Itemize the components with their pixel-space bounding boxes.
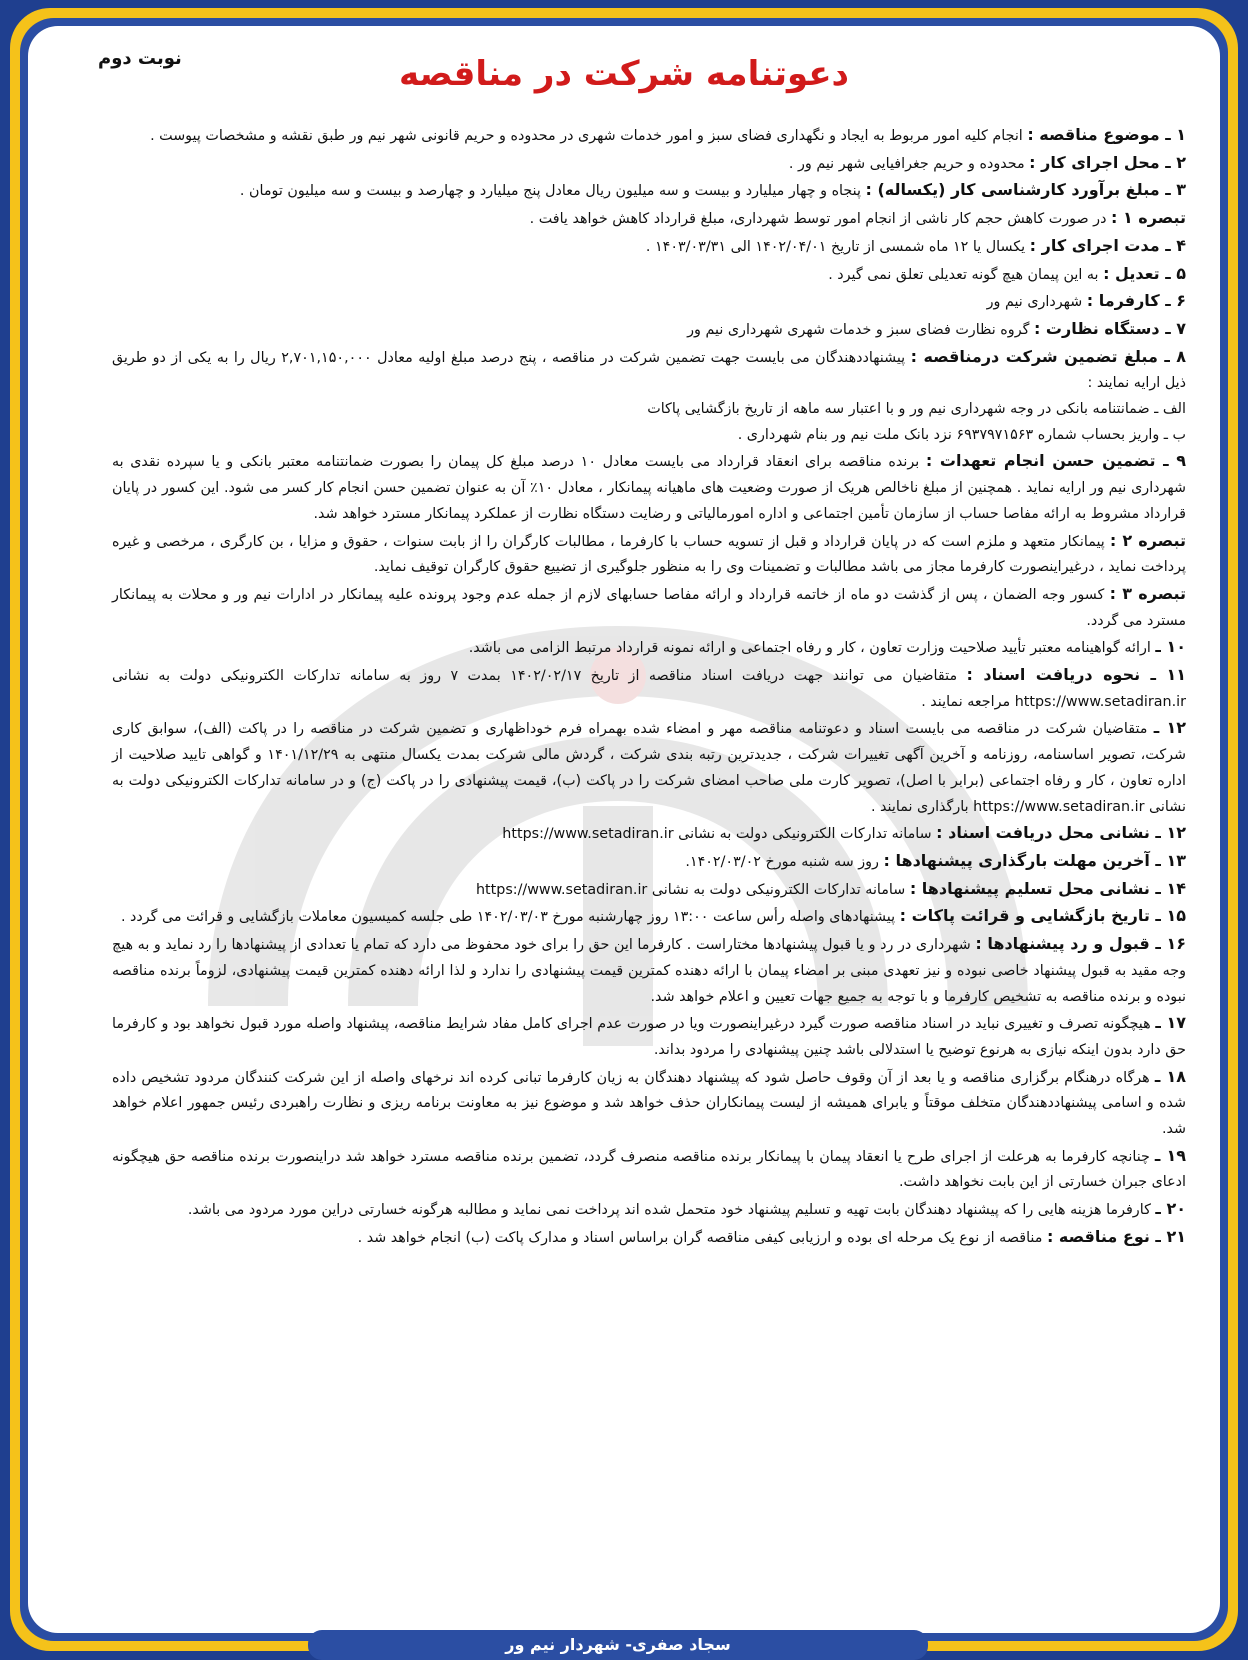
clause-paragraph bbox=[112, 316, 1186, 344]
clause-paragraph bbox=[112, 1064, 1186, 1143]
clause-label: ۱۲ ـ bbox=[1153, 718, 1186, 738]
tender-terms bbox=[112, 122, 1186, 1252]
clause-label: ۱۲ ـ نشانی محل دریافت اسناد : bbox=[936, 823, 1186, 843]
clause-text: محدوده و حریم جغرافیایی شهر نیم ور . bbox=[788, 155, 1030, 172]
clause-text: پیشنهاددهندگان می بایست جهت تضمین شرکت در مناقصه ، پنج درصد مبلغ اولیه معادل ۲,۷۰۱,۱۵۰,۰۰۰ ریال را به یکی از دو طریق ذیل ارایه نمایند : bbox=[112, 349, 1186, 392]
clause-label: ۱۹ ـ bbox=[1154, 1145, 1186, 1165]
clause-label: ۱ ـ موضوع مناقصه : bbox=[1027, 125, 1186, 144]
clause-label: ۹ ـ تضمین حسن انجام تعهدات : bbox=[925, 451, 1187, 471]
clause-text: ب ـ واریز بحساب شماره ۶۹۳۷۹۷۱۵۶۳ نزد بانک ملت نیم ور بنام شهرداری . bbox=[737, 426, 1186, 443]
clause-text: سامانه تدارکات الکترونیکی دولت به نشانی https://www.setadiran.ir bbox=[502, 826, 937, 843]
clause-text: برنده مناقصه برای انعقاد قرارداد می بایست معادل ۱۰ درصد مبلغ کل پیمان را بصورت ضمانتنامه معتبر بانکی و یا سپرده نقدی به شهرداری نیم ور ارایه نماید . همچنین از مبلغ ناخالص هریک از صورت وضعیت های ماهیانه پیمانکار ، معادل ۱۰٪ آن به عنوان تضمین حسن انجام کار کسر می شود. این کسور در پایان قرارداد مشروط به ارائه مفاصا حساب از سازمان تأمین اجتماعی و اداره امورمالیاتی و رضایت دستگاه نظارت از عملکرد پیمانکار مسترد خواهد شد. bbox=[112, 454, 1186, 522]
clause-label: ۸ ـ مبلغ تضمین شرکت درمناقصه : bbox=[910, 346, 1187, 366]
clause-label: ۱۳ ـ آخرین مهلت بارگذاری پیشنهادها : bbox=[883, 850, 1186, 870]
clause-paragraph bbox=[112, 448, 1186, 527]
clause-text: شهرداری در رد و یا قبول پیشنهادها مختاراست . کارفرما این حق را برای خود محفوظ می دارد که تمام یا تعدادی از پیشنهادها را رد نماید و به هیچ وجه مقید به قبول پیشنهاد خاصی نبوده و نیز تعهدی مبنی بر امضاء پیمان با ارائه دهنده کمترین قیمت پیشنهادی را ندارد و لذا ارائه دهنده کمترین قیمت پیشنهادی، لزوماً برنده مناقصه نبوده و برنده مناقصه به تشخیص کارفرما و با توجه به جمیع جهات تعیین و اعلام خواهد شد. bbox=[112, 937, 1186, 1005]
clause-text: هیچگونه تصرف و تغییری نباید در اسناد مناقصه صورت گیرد درغیراینصورت ویا در صورت عدم اجرای کامل مفاد شرایط مناقصه، پیشنهاد واصله مورد قبول نخواهد بود و کارفرما حق دارد بدون اینکه نیازی به هرنوع توضیح یا استدلالی باشد چنین پیشنهادی را مردود بداند. bbox=[112, 1016, 1186, 1058]
clause-paragraph bbox=[112, 931, 1186, 1010]
clause-paragraph bbox=[112, 261, 1186, 289]
clause-label: ۴ ـ مدت اجرای کار : bbox=[1029, 235, 1186, 255]
clause-text: در صورت کاهش حجم کار ناشی از انجام امور توسط شهرداری، مبلغ قرارداد کاهش خواهد یافت . bbox=[529, 211, 1111, 228]
clause-text: شهرداری نیم ور bbox=[986, 294, 1087, 311]
clause-label: ۲۱ ـ نوع مناقصه : bbox=[1046, 1226, 1186, 1246]
clause-paragraph bbox=[112, 903, 1186, 931]
clause-label: ۱۴ ـ نشانی محل تسلیم پیشنهادها : bbox=[909, 878, 1186, 898]
clause-text: پیشنهادهای واصله رأس ساعت ۱۳:۰۰ روز چهارشنبه مورخ ۱۴۰۲/۰۳/۰۳ طی جلسه کمیسیون معاملات بازگشایی و قرائت می گردد . bbox=[120, 909, 900, 926]
clause-paragraph bbox=[112, 397, 1186, 423]
clause-paragraph bbox=[112, 150, 1186, 178]
clause-paragraph bbox=[112, 205, 1186, 233]
clause-paragraph bbox=[112, 344, 1186, 397]
clause-text: سامانه تدارکات الکترونیکی دولت به نشانی https://www.setadiran.ir bbox=[475, 881, 910, 898]
clause-paragraph bbox=[112, 848, 1186, 876]
clause-paragraph bbox=[112, 1196, 1186, 1224]
clause-label: ۵ ـ تعدیل : bbox=[1103, 263, 1186, 283]
edition-label: نوبت دوم bbox=[98, 48, 182, 69]
clause-text: الف ـ ضمانتنامه بانکی در وجه شهرداری نیم ور و با اعتبار سه ماهه از تاریخ بازگشایی پاکات bbox=[647, 401, 1186, 418]
clause-label: ۶ ـ کارفرما : bbox=[1086, 291, 1186, 311]
clause-paragraph bbox=[112, 423, 1186, 449]
clause-paragraph bbox=[112, 1224, 1186, 1252]
clause-paragraph bbox=[112, 634, 1186, 662]
clause-text: پیمانکار متعهد و ملزم است که در پایان قرارداد و قبل از تسویه حساب با کارفرما ، مطالبات کارگران را از بابت سنوات ، حقوق و مزایا ، بن کارگری ، مرخصی و غیره پرداخت نماید ، درغیراینصورت کارفرما مجاز می باشد مطالبات و تضمینات وی را به منظور جلوگیری از تضییع حقوق کارگران توقیف نماید. bbox=[112, 533, 1186, 576]
clause-text: به این پیمان هیچ گونه تعدیلی تعلق نمی گیرد . bbox=[828, 266, 1104, 283]
clause-text: پنجاه و چهار میلیارد و بیست و سه میلیون ریال معادل پنج میلیارد و چهارصد و بیست و سه میلیون تومان . bbox=[239, 183, 866, 200]
clause-text: متقاضیان شرکت در مناقصه می بایست اسناد و دعوتنامه مناقصه مهر و امضاء شده بهمراه فرم خوداظهاری و تضمین شرکت در مناقصه را در پاکت (الف)، سوابق کاری شرکت، تصویر اساسنامه، روزنامه و آخرین آگهی تغییرات شرکت ، جدیدترین رتبه بندی شرکت ، گردش مالی شرکت بمدت یکسال منتهی به ۱۴۰۱/۱۲/۲۹ و گواهی تایید صلاحیت از اداره تعاون ، کار و رفاه اجتماعی (برابر با اصل)، تصویر کارت ملی صاحب امضای شرکت را در پاکت (ب)، قیمت پیشنهادی را در پاکت (ج) و در سامانه تدارکات الکترونیکی دولت به نشانی https://www.setadiran.ir بارگذاری نمایند . bbox=[112, 721, 1186, 815]
clause-paragraph bbox=[112, 820, 1186, 848]
clause-text: روز سه شنبه مورخ ۱۴۰۲/۰۳/۰۲. bbox=[685, 853, 884, 870]
clause-text: کسور وجه الضمان ، پس از گذشت دو ماه از خاتمه قرارداد و ارائه مفاصا حسابهای لازم از جمله عدم وجود پرونده علیه پیمانکار در ادارات نیم ور و محلات به پیمانکار مسترد می گردد. bbox=[112, 586, 1186, 629]
page-title: دعوتنامه شرکت در مناقصه bbox=[398, 54, 850, 94]
clause-label: ۱۷ ـ bbox=[1155, 1013, 1186, 1033]
clause-paragraph bbox=[112, 715, 1186, 820]
clause-text: هرگاه درهنگام برگزاری مناقصه و یا بعد از آن وقوف حاصل شود که پیشنهاد دهندگان به زیان کارفرما تبانی کرده اند نرخهای واصله از این شرکت کنندگان مردود تشخیص داده شده و اسامی پیشنهاددهندگان متخلف موقتاً و یابرای همیشه از لیست پیمانکاران حذف خواهد شد و موضوع نیز به معاونت برنامه ریزی و نظارت راهبردی رئیس جمهور اعلام خواهد شد. bbox=[112, 1069, 1186, 1138]
clause-paragraph bbox=[112, 1143, 1186, 1196]
clause-label: ۱۵ ـ تاریخ بازگشایی و قرائت پاکات : bbox=[899, 906, 1186, 926]
clause-paragraph bbox=[112, 876, 1186, 904]
clause-paragraph bbox=[112, 233, 1186, 261]
clause-label: ۲۰ ـ bbox=[1155, 1199, 1186, 1219]
clause-label: تبصره ۱ : bbox=[1110, 208, 1186, 228]
clause-text: چنانچه کارفرما به هرعلت از اجرای طرح یا انعقاد پیمان با پیمانکار برنده مناقصه منصرف گردد، تضمین برنده مناقصه مسترد خواهد شد دراینصورت برنده مناقصه حق هیچگونه ادعای جبران خسارتی از این بابت نخواهد داشت. bbox=[112, 1148, 1186, 1191]
clause-text: گروه نظارت فضای سبز و خدمات شهری شهرداری نیم ور bbox=[687, 321, 1034, 338]
clause-text: انجام کلیه امور مربوط به ایجاد و نگهداری فضای سبز و امور خدمات شهری در محدوده و حریم قانونی شهر نیم ور طبق نقشه و مشخصات پیوست . bbox=[150, 128, 1028, 144]
clause-text: ارائه گواهینامه معتبر تأیید صلاحیت وزارت تعاون ، کار و رفاه اجتماعی و ارائه نمونه قرارداد مرتبط الزامی می باشد. bbox=[468, 640, 1156, 657]
clause-paragraph bbox=[112, 288, 1186, 316]
clause-label: تبصره ۳ : bbox=[1109, 583, 1186, 603]
clause-text: یکسال یا ۱۲ ماه شمسی از تاریخ ۱۴۰۲/۰۴/۰۱ الی ۱۴۰۳/۰۳/۳۱ . bbox=[645, 238, 1030, 255]
clause-label: ۷ ـ دستگاه نظارت : bbox=[1033, 318, 1186, 338]
clause-label: تبصره ۲ : bbox=[1109, 530, 1186, 550]
clause-label: ۳ ـ مبلغ برآورد کارشناسی کار (یکساله) : bbox=[865, 180, 1186, 200]
clause-paragraph bbox=[112, 122, 1186, 150]
clause-paragraph bbox=[112, 1010, 1186, 1063]
clause-paragraph bbox=[112, 528, 1186, 581]
clause-text: مناقصه از نوع یک مرحله ای بوده و ارزیابی کیفی مناقصه گران براساس اسناد و مدارک پاکت (ب) انجام خواهد شد . bbox=[357, 1229, 1047, 1246]
clause-label: ۱۶ ـ قبول و رد پیشنهادها : bbox=[975, 934, 1186, 954]
clause-label: ۲ ـ محل اجرای کار : bbox=[1029, 152, 1186, 172]
mayor-signature: سجاد صفری- شهردار نیم ور bbox=[505, 1635, 731, 1654]
clause-text: کارفرما هزینه هایی را که پیشنهاد دهندگان بابت تهیه و تسلیم پیشنهاد خود متحمل شده اند پرداخت نمی نماید و مطالبه هرگونه خسارتی دراین مورد مردود می باشد. bbox=[187, 1202, 1156, 1219]
clause-label: ۱۰ ـ bbox=[1155, 637, 1186, 657]
clause-paragraph bbox=[112, 662, 1186, 715]
clause-text: متقاضیان می توانند جهت دریافت اسناد مناقصه از تاریخ ۱۴۰۲/۰۲/۱۷ بمدت ۷ روز به سامانه تدارکات الکترونیکی دولت به نشانی https://www.setadiran.ir مراجعه نمایند . bbox=[112, 668, 1186, 710]
clause-paragraph bbox=[112, 177, 1186, 205]
clause-label: ۱۸ ـ bbox=[1154, 1066, 1186, 1086]
clause-label: ۱۱ ـ نحوه دریافت اسناد : bbox=[966, 665, 1186, 685]
clause-paragraph bbox=[112, 581, 1186, 634]
document-page bbox=[28, 26, 1220, 1654]
